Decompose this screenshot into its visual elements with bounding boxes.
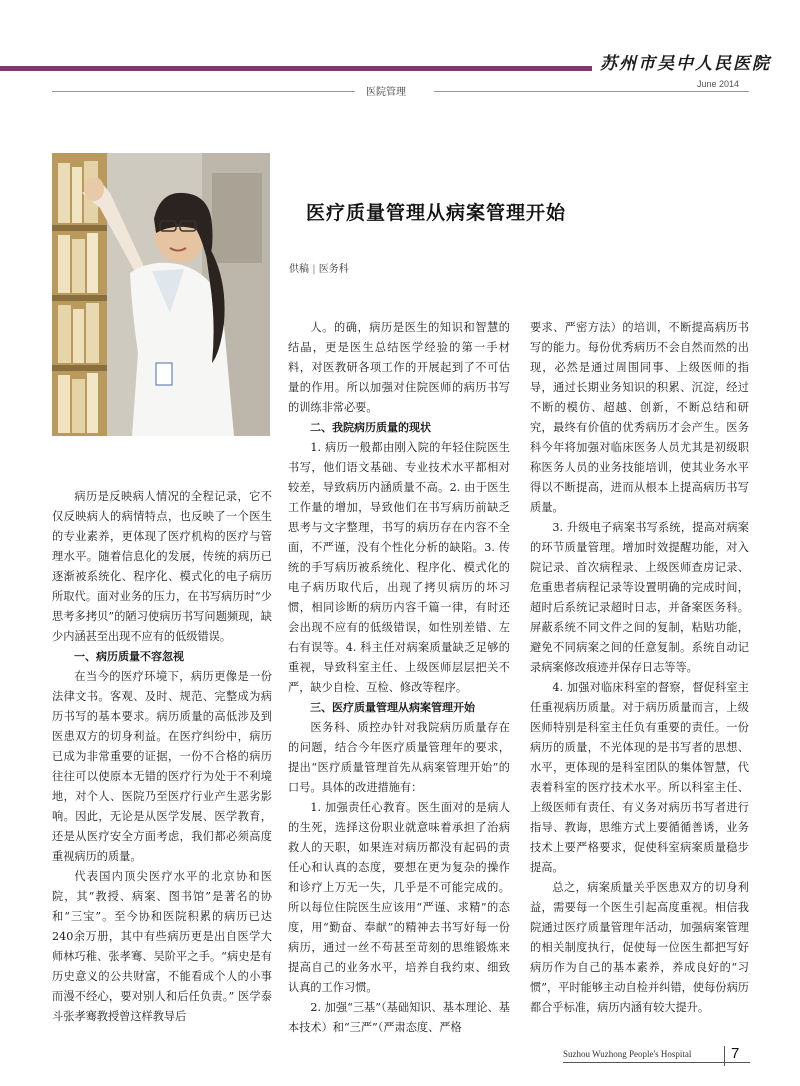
header-rule-right (434, 91, 749, 92)
byline-source: 供稿 (289, 264, 309, 275)
body-paragraph: 在当今的医疗环境下，病历更像是一份法律文书。客观、及时、规范、完整成为病历书写的基本要求。病历质量的高低涉及到医患双方的切身利益。在医疗纠纷中，病历已成为非常重要的证据，一份不合格的病历往往可以使原本无错的医疗行为处于不利境地，对个人、医院乃至医疗行业产生恶劣影响。因此，无论是从医学发展、医学教育，还是从医疗安全方面考虑，我们都必须高度重视病历的质量。 (52, 670, 272, 863)
body-paragraph: 1. 加强责任心教育。医生面对的是病人的生死，选择这份职业就意味着承担了治病救人的天职，如果连对病历都没有起码的责任心和认真的态度，要想在更为复杂的操作和诊疗上万无一失，几乎是不可能完成的。所以每位住院医生应该用“严谨、求精”的态度，用“勤奋、奉献”的精神去书写好每一份病历，通过一丝不苟甚至苛刻的思维锻炼来提高自己的业务水平，培养自我约束、细致认真的工作习惯。 (288, 801, 510, 994)
text-column-3 (530, 318, 749, 1018)
page-number: 7 (731, 1045, 740, 1062)
body-paragraph: 2. 加强“三基”（基础知识、基本理论、基本技术）和“三严”（严肃态度、严格 (288, 1001, 510, 1034)
text-column-2 (288, 318, 510, 1038)
byline (289, 260, 349, 275)
body-paragraph: 医务科、质控办针对我院病历质量存在的问题，结合今年医疗质量管理年的要求，提出“医疗质量管理首先从病案管理开始”的口号。具体的改进措施有： (288, 721, 510, 794)
footer-rule (563, 1062, 750, 1063)
header-rule-left (52, 91, 355, 92)
footer-divider (724, 1046, 725, 1066)
section-heading: 一、病历质量不容忽视 (74, 650, 184, 663)
footer-hospital-name: Suzhou Wuzhong People's Hospital (563, 1049, 692, 1059)
header-accent-bar (0, 66, 592, 71)
body-paragraph: 病历是反映病人情况的全程记录，它不仅反映病人的病情特点，也反映了一个医生的专业素养，更体现了医疗机构的医疗与管理水平。随着信息化的发展，传统的病历已逐渐被系统化、程序化、模式化的电子病历所取代。面对业务的压力，在书写病历时“少思考多拷贝”的陋习使病历书写问题频现，缺少内涵甚至出现不应有的低级错误。 (52, 490, 272, 643)
text-column-1 (52, 487, 272, 1027)
article-title: 医疗质量管理从病案管理开始 (306, 202, 567, 224)
body-paragraph: 3. 升级电子病案书写系统，提高对病案的环节质量管理。增加时效提醒功能，对入院记录、首次病程录、上级医师查房记录、危重患者病程记录等设置明确的完成时间，超时后系统记录超时日志，并备案医务科。屏蔽系统不同文件之间的复制，粘贴功能，避免不同病案之间的任意复制。系统自动记录病案修改痕迹并保存日志等等。 (530, 521, 749, 674)
body-paragraph: 要求、严密方法）的培训，不断提高病历书写的能力。每份优秀病历不会自然而然的出现，必然是通过周围同事、上级医师的指导，通过长期业务知识的积累、沉淀，经过不断的模仿、超越、创新，不断总结和研究，最终有价值的优秀病历才会产生。医务科今年将加强对临床医务人员尤其是初级职称医务人员的业务技能培训，使其业务水平得以不断提高，进而从根本上提高病历书写质量。 (530, 321, 749, 514)
body-paragraph: 人。的确，病历是医生的知识和智慧的结晶，更是医生总结医学经验的第一手材料，对医教研各项工作的开展起到了不可估量的作用。所以加强对住院医师的病历书写的训练非常必要。 (288, 321, 510, 414)
section-heading: 二、我院病历质量的现状 (310, 421, 431, 434)
body-paragraph: 4. 加强对临床科室的督察，督促科室主任重视病历质量。对于病历质量而言，上级医师特别是科室主任负有重要的责任。一份病历的质量，不光体现的是书写者的思想、水平，更体现的是科室团队的集体智慧，代表着科室的医疗技术水平。所以科室主任、上级医师有责任、有义务对病历书写者进行指导、教诲，思维方式上要循循善诱，业务技术上要严格要求，促使科室病案质量稳步提高。 (530, 681, 749, 874)
hospital-name: 苏州市吴中人民医院 (600, 54, 771, 74)
section-heading: 三、医疗质量管理从病案管理开始 (310, 701, 475, 714)
body-paragraph: 1. 病历一般都由刚入院的年轻住院医生书写，他们语文基础、专业技术水平都相对较差，导致病历内涵质量不高。2. 由于医生工作量的增加，导致他们在书写病历前缺乏思考与文字整理，书写的病历存在内容不全面，不严谨，没有个性化分析的缺陷。3. 传统的手写病历被系统化、程序化、模式化的电子病历取代后，出现了拷贝病历的坏习惯，相同诊断的病历内容千篇一律，有时还会出现不应有的低级错误，如性别差错、左右有误等。4. 科主任对病案质量缺乏足够的重视，导致科室主任、上级医师层层把关不严，缺少自检、互检、修改等程序。 (288, 441, 510, 694)
body-paragraph: 总之，病案质量关乎医患双方的切身利益，需要每一个医生引起高度重视。相信我院通过医疗质量管理年活动，加强病案管理的相关制度执行，促使每一位医生都把写好病历作为自己的基本素养，养成良好的“习惯”，平时能够主动自检并纠错，使每份病历都合乎标准，病历内涵有较大提升。 (530, 881, 749, 1014)
section-label: 医院管理 (366, 87, 406, 98)
byline-separator: | (312, 264, 316, 275)
body-paragraph: 代表国内顶尖医疗水平的北京协和医院，其“教授、病案、图书馆”是著名的协和“三宝”。至今协和医院积累的病历已达240余万册，其中有些病历更是出自医学大师林巧稚、张孝骞、吴阶平之手。“病史是有历史意义的公共财富，不能看成个人的小事而漫不经心，要对别人和后任负责。” 医学泰斗张孝骞教授曾这样教导后 (52, 870, 272, 1023)
article-photo (52, 153, 270, 436)
issue-date: June 2014 (697, 79, 740, 89)
byline-department: 医务科 (318, 264, 349, 275)
